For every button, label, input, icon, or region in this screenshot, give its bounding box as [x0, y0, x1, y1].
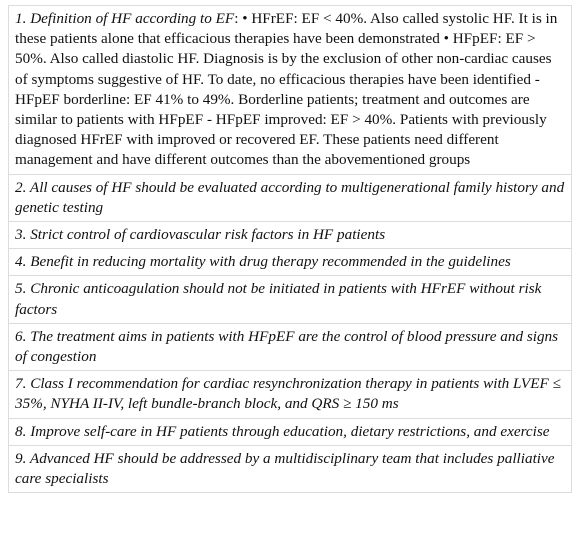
table-cell [9, 445, 572, 492]
row-lead-text: 5. Chronic anticoagulation should not be initiated in patients with HFrEF without risk factors [15, 280, 542, 318]
table-cell [9, 249, 572, 276]
table-row [9, 6, 572, 175]
table-cell [9, 371, 572, 418]
table-cell [9, 174, 572, 221]
recommendations-table [8, 5, 572, 493]
row-lead-text: 9. Advanced HF should be addressed by a multidisciplinary team that includes palliative care specialists [15, 449, 555, 488]
table-row [9, 276, 572, 323]
row-lead-text: 7. Class I recommendation for cardiac resynchronization therapy in patients with LVEF ≤ 35%, NYHA II-IV, left bundle-branch block, and QRS ≥ 150 ms [15, 375, 561, 413]
table-row [9, 174, 572, 221]
table-row [9, 445, 572, 492]
table-row [9, 418, 572, 445]
table-row [9, 323, 572, 370]
row-lead-text: 4. Benefit in reducing mortality with drug therapy recommended in the guidelines [15, 253, 511, 271]
recommendations-table-container [8, 5, 572, 493]
row-lead-text: 1. Definition of HF according to EF [15, 10, 235, 27]
table-cell [9, 222, 572, 249]
table-cell [9, 323, 572, 370]
row-body-text: : • HFrEF: EF < 40%. Also called systolic HF. It is in these patients alone that efficacious therapies have been demonstrated • HFpEF: EF > 50%. Also called diastolic HF. Diagnosis is by the exclusion of other non-cardiac causes of symptoms suggestive of HF. To date, no efficacious therapies have been identified - HFpEF borderline: EF 41% to 49%. Borderline patients; treatment and outcomes are similar to patients with HFpEF - HFpEF improved: EF > 40%. Patients with previously diagnosed HFrEF with improved or recovered EF. These patients need different management and have different outcomes than the abovementioned groups [15, 10, 558, 169]
table-row [9, 249, 572, 276]
table-cell [9, 276, 572, 323]
row-lead-text: 3. Strict control of cardiovascular risk factors in HF patients [15, 226, 386, 244]
table-row [9, 222, 572, 249]
row-lead-text: 2. All causes of HF should be evaluated according to multigenerational family history and genetic testing [15, 178, 565, 216]
row-lead-text: 6. The treatment aims in patients with HFpEF are the control of blood pressure and signs of congestion [15, 327, 559, 366]
table-cell [9, 418, 572, 445]
row-lead-text: 8. Improve self-care in HF patients through education, dietary restrictions, and exercise [15, 422, 550, 440]
table-row [9, 371, 572, 418]
table-cell [9, 6, 572, 175]
